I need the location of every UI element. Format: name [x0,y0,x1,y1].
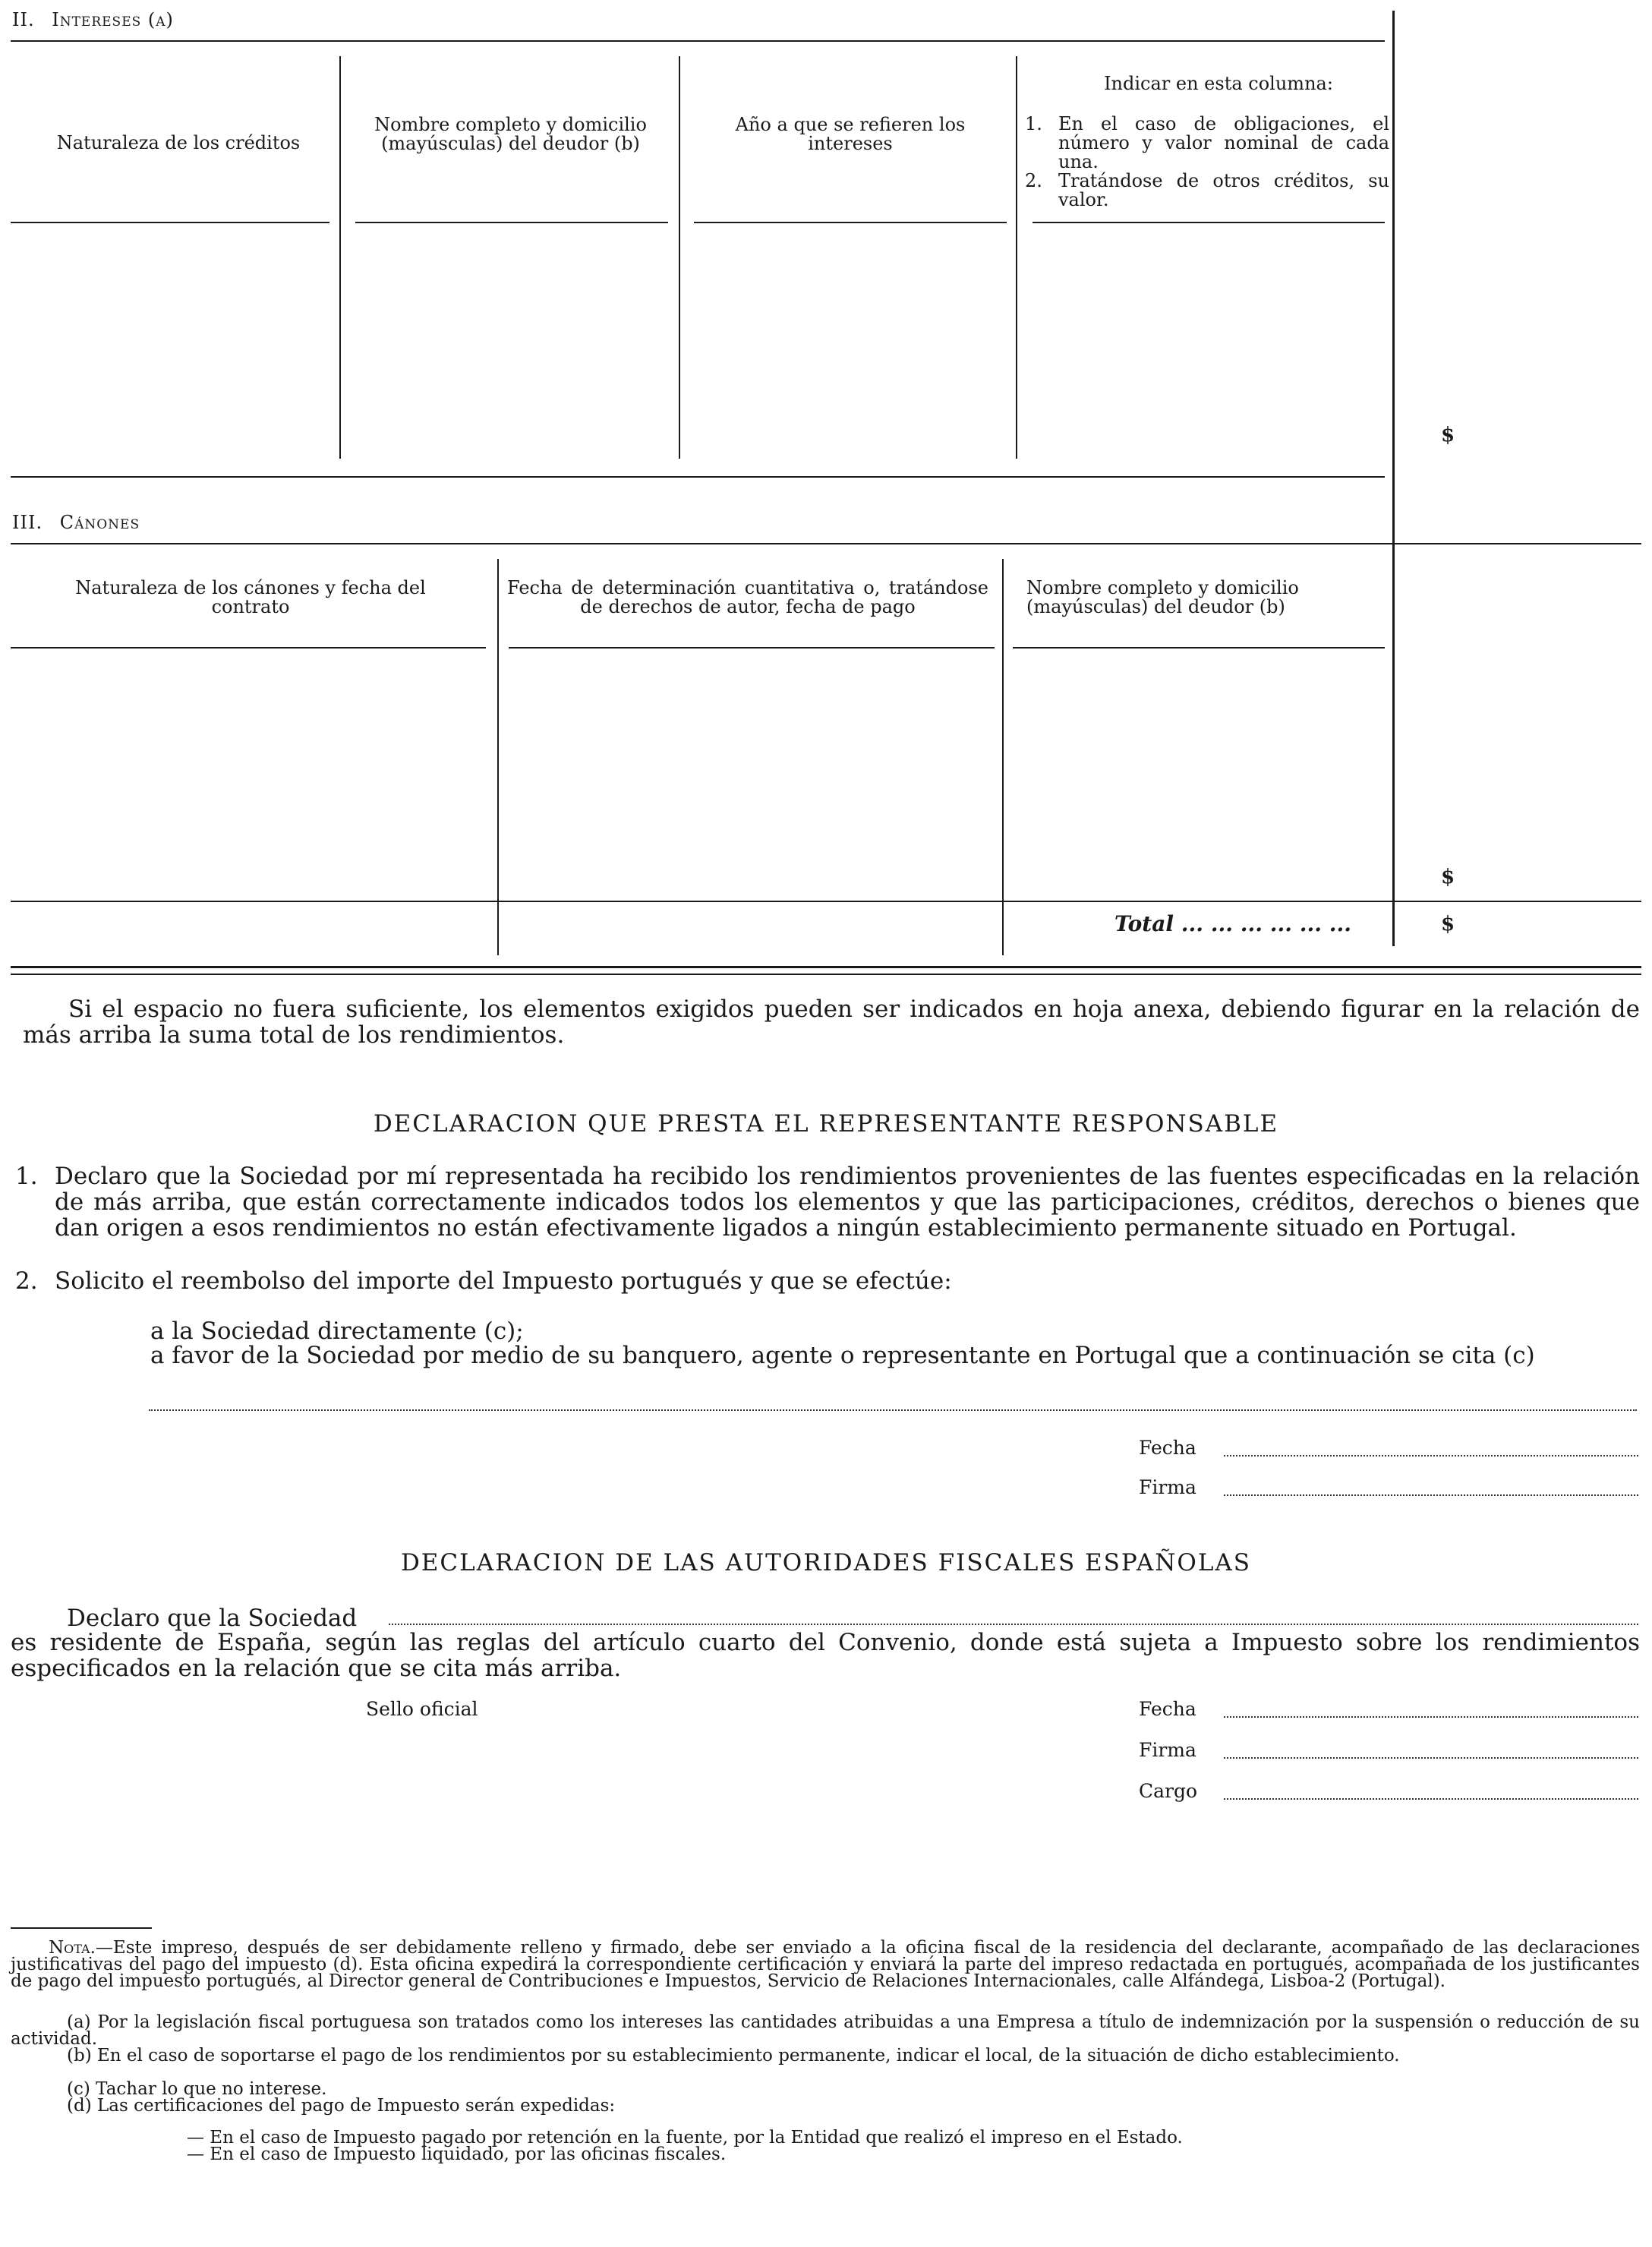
authorities-text: es residente de España, según las reglas del artículo cuarto del Convenio, donde está sujeta a Impuesto sobre los rendimientos especificados en la relación que se cita más arriba. [11,1629,1640,1682]
item-number: 2. [15,1267,38,1295]
section-ii-col-divider [1016,56,1017,459]
annex-note: Si el espacio no fuera suficiente, los elementos exigidos pueden ser indicados en hoja anexa, debiendo figurar en la relación de más arriba la suma total de los rendimientos. [23,996,1640,1049]
refund-option-direct[interactable]: a la Sociedad directamente (c); [150,1318,524,1345]
footnote-b: (b) En el caso de soportarse el pago de los rendimientos por su establecimiento permanente, indicar el local, de la situación de dicho establecimiento. [67,2046,1400,2066]
company-name-field[interactable] [389,1624,1638,1625]
footnote-nota [11,1939,1640,1990]
refund-option-bank[interactable]: a favor de la Sociedad por medio de su banquero, agente o representante en Portugal que a continuación se cita (c) [150,1342,1535,1369]
section-iii-currency: $ [1441,866,1455,888]
section-ii-col4-header [1025,74,1389,210]
section-iii-header-rule [1013,647,1385,649]
official-seal-label: Sello oficial [366,1698,478,1720]
section-ii-title [12,9,174,30]
authorities-firma-field[interactable] [1224,1757,1638,1759]
footnote-separator [11,1927,152,1929]
authorities-declaro: Declaro que la Sociedad [67,1605,358,1632]
representative-fecha-field[interactable] [1224,1455,1638,1456]
representative-firma-field[interactable] [1224,1494,1638,1496]
nota-label: Nota.— [49,1938,113,1958]
representative-item-2 [15,1268,1640,1294]
section-ii-name: Intereses (a) [52,9,174,30]
footnote-d: (d) Las certificaciones del pago de Impuesto serán expedidas: [67,2096,616,2116]
section-iii-name: Cánones [59,512,140,533]
item-text: Declaro que la Sociedad por mí representada ha recibido los rendimientos provenientes de las fuentes especificadas en la relación de más arriba, que están correctamente indicados todos los elementos y que las participaciones, créditos, derechos o bienes que dan origen a esos rendimientos no están efectivamente ligados a ningún establecimiento permanente situado en Portugal. [55,1163,1640,1242]
section-ii-numeral: II. [12,9,35,30]
list-item: 2. Tratándose de otros créditos, su valor. [1025,170,1389,210]
total-label: Total ... ... ... ... ... ... [1114,911,1351,936]
total-currency: $ [1441,913,1455,936]
section-ii-col2-header: Nombre completo y domicilio (mayúsculas) del deudor (b) [374,114,647,154]
section-iii-col-divider [497,559,499,955]
authorities-firma-label: Firma [1139,1739,1196,1761]
section-iii-numeral: III. [12,512,43,533]
nota-text: Este impreso, después de ser debidamente relleno y firmado, debe ser enviado a la oficina fiscal de la residencia del declarante, acompañado de las declaraciones justificativas del pago del impuesto (d). Esta oficina expedirá la correspondiente certificación y enviará la parte del impreso redactada en portugués, acompañada de los justificantes de pago del impuesto portugués, al Director general de Contribuciones e Impuestos, Servicio de Relaciones Internacionales, calle Alfándega, Lisboa-2 (Portugal). [11,1938,1640,1991]
footnote-d1: — En el caso de Impuesto pagado por retención en la fuente, por la Entidad que realizó el impreso en el Estado. [187,2128,1183,2148]
representative-firma-label: Firma [1139,1476,1196,1498]
section-ii-currency: $ [1441,424,1455,447]
representative-item-1 [15,1163,1640,1241]
item-text: Solicito el reembolso del importe del Impuesto portugués y que se efectúe: [55,1267,952,1295]
section-iii-col2-header: Fecha de determinación cuantitativa o, tratándose de derechos de autor, fecha de pago [507,577,988,617]
footnote-c: (c) Tachar lo que no interese. [67,2079,327,2099]
representative-fecha-label: Fecha [1139,1437,1196,1459]
section-ii-bottom-rule [11,476,1385,478]
section-ii-col4-intro: Indicar en esta columna: [1104,73,1333,94]
authorities-cargo-field[interactable] [1224,1798,1638,1800]
section-ii-header-rule [355,222,668,223]
section-ii-col1-header: Naturaleza de los créditos [56,132,301,153]
section-iii-col1-header: Naturaleza de los cánones y fecha del contrato [75,577,426,617]
section-ii-col4-list [1025,115,1389,210]
item-number: 1. [15,1163,38,1190]
section-iii-header-rule [509,647,995,649]
amount-column-border [1392,11,1395,946]
section-iii-header-rule [11,647,486,649]
table-bottom-rule [11,966,1641,968]
authorities-fecha-label: Fecha [1139,1698,1196,1720]
section-ii-col3-header: Año a que se refieren los intereses [735,114,966,154]
authorities-cargo-label: Cargo [1139,1780,1198,1802]
table-bottom-rule-double [11,974,1641,975]
footnote-d2: — En el caso de Impuesto liquidado, por las oficinas fiscales. [187,2144,727,2164]
section-ii-top-rule [11,40,1385,42]
section-ii-header-rule [1032,222,1385,223]
section-iii-col-divider [1002,559,1004,955]
section-ii-col-divider [339,56,341,459]
representative-heading: DECLARACION QUE PRESTA EL REPRESENTANTE RESPONSABLE [373,1110,1279,1138]
section-ii-header-rule [11,222,329,223]
section-iii-sum-rule [11,901,1641,902]
bank-name-field[interactable] [149,1409,1637,1411]
authorities-heading: DECLARACION DE LAS AUTORIDADES FISCALES ESPAÑOLAS [400,1549,1252,1576]
list-item: 1. En el caso de obligaciones, el número y valor nominal de cada una. [1025,113,1389,172]
footnote-a: (a) Por la legislación fiscal portuguesa son tratados como los intereses las cantidades atribuidas a una Empresa a título de indemnización por la suspensión o reducción de su actividad. [11,2012,1640,2049]
section-ii-col-divider [679,56,680,459]
section-iii-top-rule [11,543,1641,544]
section-ii-header-rule [694,222,1007,223]
section-iii-col3-header: Nombre completo y domicilio (mayúsculas) del deudor (b) [1026,577,1299,617]
section-iii-title [12,512,140,533]
authorities-fecha-field[interactable] [1224,1716,1638,1718]
